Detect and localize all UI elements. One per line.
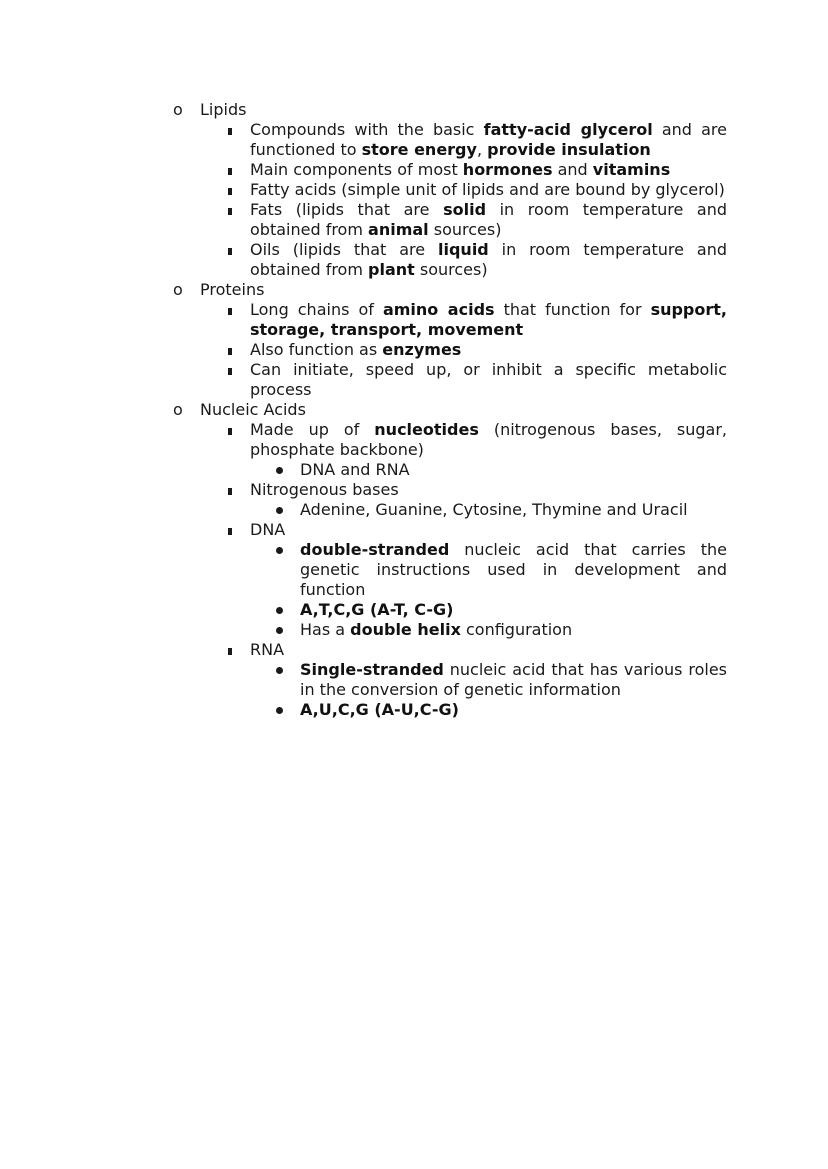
- text-run: Long chains of: [250, 300, 383, 319]
- bold-term: enzymes: [382, 340, 462, 359]
- list-item: [250, 180, 727, 200]
- square-bullet-icon: [228, 648, 232, 655]
- text-run: Compounds with the basic: [250, 120, 484, 139]
- text-run: that function for: [494, 300, 651, 319]
- list-item: [250, 240, 727, 280]
- square-bullet-icon: [228, 348, 232, 355]
- square-bullet-icon: [228, 368, 232, 375]
- dot-bullet-icon: [276, 707, 283, 714]
- section-heading: [0, 280, 828, 300]
- list-item: [250, 640, 727, 660]
- dot-bullet-icon: [276, 627, 283, 634]
- bold-term: liquid: [438, 240, 489, 259]
- square-bullet-icon: [228, 188, 232, 195]
- square-bullet-icon: [228, 248, 232, 255]
- text-run: Adenine, Guanine, Cytosine, Thymine and Uracil: [300, 500, 688, 519]
- text-run: Fats (lipids that are: [250, 200, 444, 219]
- text-run: DNA and RNA: [300, 460, 410, 479]
- text-run: nucleic acid that carries the genetic instructions used in development and function: [300, 540, 727, 599]
- list-item: [250, 120, 727, 160]
- sub-list-item: [300, 540, 727, 600]
- square-bullet-icon: [228, 428, 232, 435]
- text-run: Oils (lipids that are: [250, 240, 438, 259]
- bold-term: hormones: [462, 160, 553, 179]
- circle-bullet-icon: o: [173, 400, 183, 419]
- text-run: sources): [428, 220, 502, 239]
- dot-bullet-icon: [276, 467, 283, 474]
- section-heading: [0, 400, 828, 420]
- text-run: and: [552, 160, 593, 179]
- text-run: Also function as: [250, 340, 383, 359]
- dot-bullet-icon: [276, 547, 283, 554]
- circle-bullet-icon: o: [173, 280, 183, 299]
- dot-bullet-icon: [276, 507, 283, 514]
- bold-term: solid: [443, 200, 487, 219]
- section-heading-label: Proteins: [200, 280, 265, 299]
- sub-list-item: [300, 600, 727, 620]
- section-proteins: [0, 280, 828, 400]
- bold-term: store energy: [361, 140, 477, 159]
- sub-list-item: [300, 700, 727, 720]
- dot-bullet-icon: [276, 607, 283, 614]
- square-bullet-icon: [228, 168, 232, 175]
- sub-list-item: [300, 500, 727, 520]
- text-run: configuration: [460, 620, 573, 639]
- bold-term: provide insulation: [487, 140, 651, 159]
- text-run: Made up of: [250, 420, 375, 439]
- bold-term: amino acids: [382, 300, 495, 319]
- section-heading-label: Nucleic Acids: [200, 400, 306, 419]
- sub-list-item: [300, 660, 727, 700]
- bold-term: A,U,C,G (A-U,C-G): [300, 700, 459, 719]
- section-nucleic-acids: [0, 400, 828, 720]
- square-bullet-icon: [228, 308, 232, 315]
- bold-term: support, storage, transport, movement: [250, 300, 727, 339]
- square-bullet-icon: [228, 528, 232, 535]
- text-run: and are functioned to: [250, 120, 727, 159]
- bold-term: nucleotides: [374, 420, 479, 439]
- sub-list-item: [300, 460, 727, 480]
- text-run: in room temperature and obtained from: [250, 200, 727, 239]
- square-bullet-icon: [228, 128, 232, 135]
- text-run: Fatty acids (simple unit of lipids and are bound by glycerol): [250, 180, 725, 199]
- bold-term: Single-stranded: [300, 660, 444, 679]
- sub-list-item: [300, 620, 727, 640]
- text-run: Nitrogenous bases: [250, 480, 399, 499]
- list-item: [250, 300, 727, 340]
- list-item: [250, 420, 727, 460]
- bold-term: plant: [368, 260, 415, 279]
- text-run: DNA: [250, 520, 286, 539]
- text-run: Can initiate, speed up, or inhibit a specific metabolic process: [250, 360, 727, 399]
- text-run: in room temperature and obtained from: [250, 240, 727, 279]
- section-lipids: [0, 100, 828, 280]
- text-run: ,: [476, 140, 488, 159]
- bold-term: double-stranded: [300, 540, 450, 559]
- bold-term: double helix: [350, 620, 461, 639]
- section-heading-label: Lipids: [200, 100, 247, 119]
- text-run: Has a: [300, 620, 351, 639]
- bold-term: vitamins: [592, 160, 671, 179]
- list-item: [250, 520, 727, 540]
- square-bullet-icon: [228, 488, 232, 495]
- circle-bullet-icon: o: [173, 100, 183, 119]
- document-page: [0, 100, 828, 720]
- list-item: [250, 200, 727, 240]
- bold-term: animal: [368, 220, 429, 239]
- text-run: Main components of most: [250, 160, 463, 179]
- list-item: [250, 360, 727, 400]
- dot-bullet-icon: [276, 667, 283, 674]
- bold-term: A,T,C,G (A-T, C-G): [300, 600, 454, 619]
- text-run: (nitrogenous bases, sugar, phosphate backbone): [250, 420, 727, 459]
- text-run: RNA: [250, 640, 285, 659]
- section-heading: [0, 100, 828, 120]
- list-item: [250, 480, 727, 500]
- text-run: sources): [414, 260, 488, 279]
- list-item: [250, 160, 727, 180]
- square-bullet-icon: [228, 208, 232, 215]
- text-run: nucleic acid that has various roles in the conversion of genetic information: [300, 660, 727, 699]
- bold-term: fatty-acid glycerol: [483, 120, 653, 139]
- list-item: [250, 340, 727, 360]
